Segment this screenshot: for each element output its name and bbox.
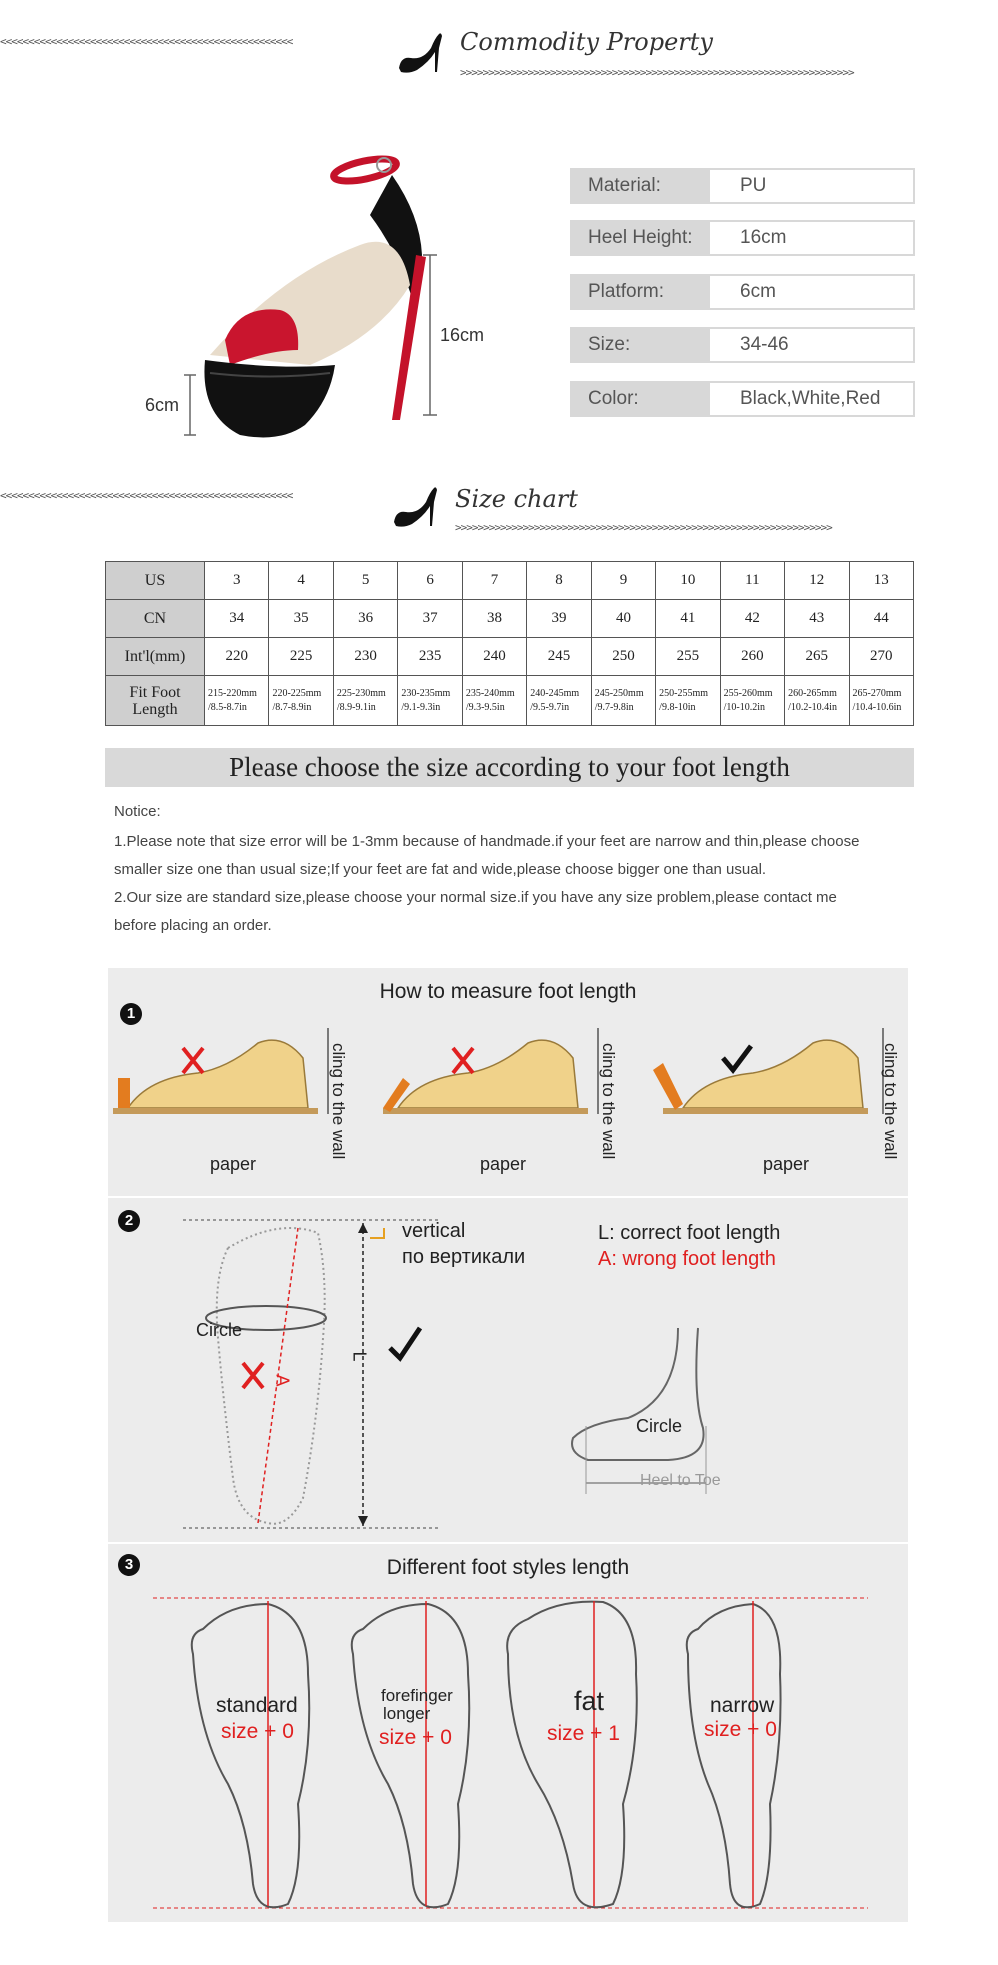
table-cell: 265	[785, 638, 849, 676]
paper-label: paper	[763, 1154, 810, 1174]
table-cell: 8	[527, 562, 591, 600]
table-cell	[398, 676, 462, 726]
row-header: CN	[106, 600, 205, 638]
row-header: Fit Foot Length	[106, 676, 205, 726]
wall-label: cling to the wall	[599, 1043, 618, 1160]
fit-in: /9.1-9.3in	[401, 701, 441, 713]
measure-title: How to measure foot length	[379, 980, 637, 1003]
property-value: 6cm	[710, 274, 915, 310]
table-row-us	[106, 562, 914, 600]
table-cell: 270	[849, 638, 913, 676]
table-cell	[720, 676, 784, 726]
foot-style-name: standard	[216, 1694, 298, 1717]
section-title-commodity: Commodity Property	[460, 28, 713, 56]
foot-style-extra: longer	[383, 1704, 431, 1723]
property-value: 16cm	[710, 220, 915, 256]
fit-mm: 250-255mm	[659, 687, 709, 699]
section-title-size-chart: Size chart	[455, 485, 578, 513]
table-cell: 38	[462, 600, 526, 638]
wrong-length-label: A: wrong foot length	[598, 1248, 776, 1270]
foot-style-name: forefinger	[381, 1686, 453, 1705]
table-cell	[591, 676, 655, 726]
measure-panel-step1	[108, 968, 908, 1196]
table-cell	[527, 676, 591, 726]
table-cell: 41	[656, 600, 720, 638]
foot-styles-title: Different foot styles length	[386, 1556, 630, 1579]
fit-mm: 215-220mm	[208, 687, 257, 699]
foot-style-name: narrow	[710, 1694, 775, 1717]
table-cell: 225	[269, 638, 333, 676]
row-header: Int'l(mm)	[106, 638, 205, 676]
fit-mm: 220-225mm	[272, 687, 322, 699]
fit-mm: 230-235mm	[401, 687, 451, 699]
wrong-length-letter: A	[272, 1374, 293, 1387]
property-label: Color:	[570, 381, 710, 417]
property-value: 34-46	[710, 327, 915, 363]
table-cell	[205, 676, 269, 726]
step-number: 2	[118, 1210, 140, 1232]
property-row-platform	[570, 274, 915, 310]
table-cell: 235	[398, 638, 462, 676]
table-cell	[656, 676, 720, 726]
property-label: Size:	[570, 327, 710, 363]
product-shoe-image	[130, 135, 510, 455]
correct-length-label: L: correct foot length	[598, 1222, 781, 1244]
notice-heading: Notice:	[114, 803, 161, 820]
table-cell: 34	[205, 600, 269, 638]
table-row-cn	[106, 600, 914, 638]
table-cell: 43	[785, 600, 849, 638]
fit-in: /9.5-9.7in	[530, 701, 570, 713]
table-cell: 12	[785, 562, 849, 600]
table-cell: 11	[720, 562, 784, 600]
foot-style-size: size + 1	[547, 1722, 620, 1745]
wall-label: cling to the wall	[329, 1043, 348, 1160]
wall-label: cling to the wall	[881, 1043, 900, 1160]
foot-styles-panel	[108, 1544, 908, 1922]
chevron-divider-right: >>>>>>>>>>>>>>>>>>>>>>>>>>>>>>>>>>>>>>>>>>>>>>>>>>>>>>>>>>>>>>>>>>>>>>	[460, 66, 854, 79]
chevron-divider-left: <<<<<<<<<<<<<<<<<<<<<<<<<<<<<<<<<<<<<<<<<<<<<<<<<<<<	[0, 35, 293, 48]
fit-mm: 265-270mm	[852, 687, 902, 699]
fit-mm: 245-250mm	[594, 687, 644, 699]
chevron-divider-right: >>>>>>>>>>>>>>>>>>>>>>>>>>>>>>>>>>>>>>>>>>>>>>>>>>>>>>>>>>>>>>>>>>>	[455, 521, 832, 534]
fit-in: /10.2-10.4in	[788, 701, 837, 713]
notice-line: 1.Please note that size error will be 1-3mm because of handmade.if your feet are narrow and thin,please choose	[114, 833, 860, 850]
table-cell	[462, 676, 526, 726]
property-label: Platform:	[570, 274, 710, 310]
table-cell: 13	[849, 562, 913, 600]
circle-label: Circle	[636, 1416, 683, 1436]
fit-in: /9.7-9.8in	[594, 701, 634, 713]
table-cell: 260	[720, 638, 784, 676]
table-cell: 4	[269, 562, 333, 600]
step-number: 3	[118, 1554, 140, 1576]
fit-mm: 225-230mm	[336, 687, 386, 699]
measure-panel-step2	[108, 1198, 908, 1542]
notice-line: before placing an order.	[114, 917, 272, 934]
table-row-intl	[106, 638, 914, 676]
table-cell: 250	[591, 638, 655, 676]
fit-in: /8.7-8.9in	[272, 701, 312, 713]
correct-length-letter: L	[349, 1351, 370, 1362]
property-row-heel-height	[570, 220, 915, 256]
circle-label: Circle	[196, 1320, 243, 1340]
table-cell	[785, 676, 849, 726]
table-cell: 37	[398, 600, 462, 638]
platform-height-label: 6cm	[145, 395, 180, 415]
property-label: Material:	[570, 168, 710, 204]
table-row-fit-foot-length	[106, 676, 914, 726]
table-cell: 36	[333, 600, 397, 638]
size-chart-table	[105, 561, 914, 726]
table-cell: 9	[591, 562, 655, 600]
vertical-label-en: vertical	[402, 1220, 466, 1242]
table-cell: 5	[333, 562, 397, 600]
fit-in: /9.8-10in	[659, 701, 696, 713]
fit-in: /8.5-8.7in	[208, 701, 247, 713]
table-cell: 40	[591, 600, 655, 638]
row-header: US	[106, 562, 205, 600]
table-cell: 220	[205, 638, 269, 676]
notice-line: 2.Our size are standard size,please choose your normal size.if you have any size problem,please contact me	[114, 889, 837, 906]
table-cell: 245	[527, 638, 591, 676]
high-heel-icon	[390, 482, 440, 530]
table-cell: 10	[656, 562, 720, 600]
property-value: PU	[710, 168, 915, 204]
heel-to-toe-label: Heel to Toe	[640, 1472, 721, 1489]
table-cell: 6	[398, 562, 462, 600]
table-cell: 240	[462, 638, 526, 676]
property-label: Heel Height:	[570, 220, 710, 256]
chevron-divider-left: <<<<<<<<<<<<<<<<<<<<<<<<<<<<<<<<<<<<<<<<<<<<<<<<<<<<	[0, 489, 293, 502]
table-cell: 44	[849, 600, 913, 638]
foot-style-name: fat	[574, 1686, 605, 1716]
table-cell	[849, 676, 913, 726]
fit-mm: 235-240mm	[465, 687, 515, 699]
property-row-color	[570, 381, 915, 417]
foot-style-size: size + 0	[221, 1720, 294, 1743]
fit-mm: 260-265mm	[788, 687, 837, 699]
table-cell: 39	[527, 600, 591, 638]
heel-height-label: 16cm	[440, 325, 485, 345]
notice-line: smaller size one than usual size;If your feet are fat and wide,please choose bigger one than usual.	[114, 861, 767, 878]
vertical-label-ru: по вертикали	[402, 1246, 526, 1268]
table-cell: 255	[656, 638, 720, 676]
high-heel-icon	[395, 28, 445, 76]
property-row-size	[570, 327, 915, 363]
table-cell: 35	[269, 600, 333, 638]
table-cell: 3	[205, 562, 269, 600]
fit-mm: 255-260mm	[723, 687, 773, 699]
fit-in: /8.9-9.1in	[336, 701, 376, 713]
fit-mm: 240-245mm	[530, 687, 580, 699]
foot-style-size: size + 0	[379, 1726, 452, 1749]
foot-style-size: size + 0	[704, 1718, 777, 1741]
table-cell: 230	[333, 638, 397, 676]
table-cell: 7	[462, 562, 526, 600]
fit-in: /10-10.2in	[723, 701, 766, 713]
table-cell	[269, 676, 333, 726]
fit-in: /10.4-10.6in	[852, 701, 902, 713]
paper-label: paper	[210, 1154, 257, 1174]
property-value: Black,White,Red	[710, 381, 915, 417]
table-cell	[333, 676, 397, 726]
property-row-material	[570, 168, 915, 204]
step-number: 1	[120, 1003, 142, 1025]
table-cell: 42	[720, 600, 784, 638]
paper-label: paper	[480, 1154, 527, 1174]
fit-in: /9.3-9.5in	[465, 701, 505, 713]
size-advice-banner: Please choose the size according to your foot length	[105, 748, 914, 787]
